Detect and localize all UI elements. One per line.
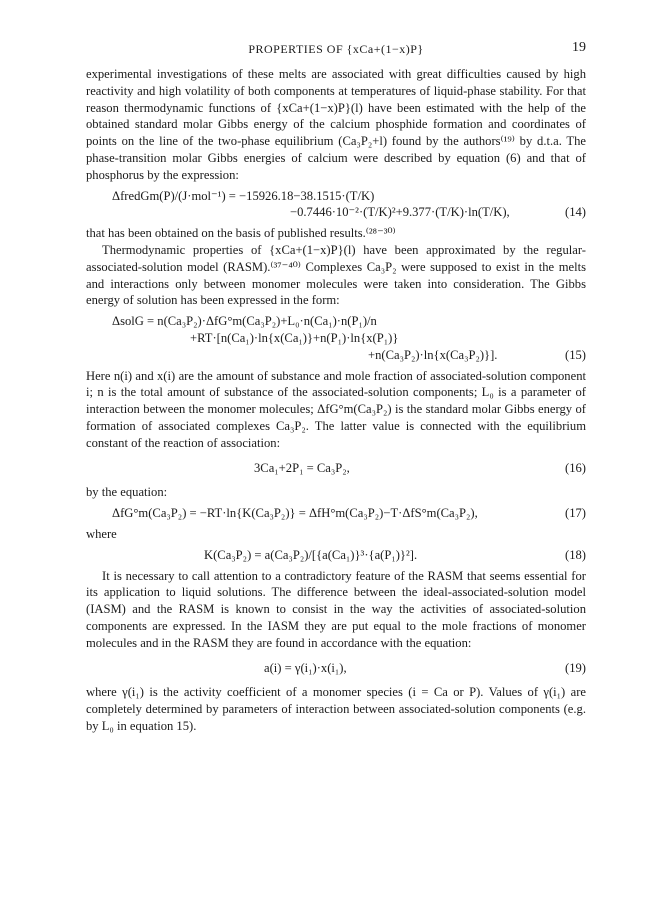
equation-text: +n(Ca₃P₂)·ln{x(Ca₃P₂)}]. <box>368 347 498 362</box>
equation-text: +RT·[n(Ca₁)·ln{x(Ca₁)}+n(P₁)·ln{x(P₁)} <box>190 330 399 345</box>
paragraph-by-equation: by the equation: <box>86 485 168 500</box>
equation-number: (16) <box>565 460 586 475</box>
paragraph-published: that has been obtained on the basis of published results.⁽²⁸⁻³⁰⁾ <box>86 226 396 241</box>
equation-number: (19) <box>565 660 586 675</box>
equation-19 <box>86 660 586 677</box>
paragraph-contradictory: It is necessary to call attention to a contradictory feature of the RASM that seems essential for its application to liquid solutions. The difference between the ideal-associated-solution model (IASM) and the RASM is known to consist in the way the activities of associated-solution components are expressed. In the IASM they are put equal to the mole fractions of monomer molecules and in the RASM they are found in accordance with the equation: <box>86 568 586 650</box>
equation-number: (17) <box>565 506 586 521</box>
equation-number: (18) <box>565 547 586 562</box>
equation-17 <box>86 505 586 522</box>
equation-text: ΔfG°m(Ca₃P₂) = −RT·ln{K(Ca₃P₂)} = ΔfH°m(Ca₃P₂)−T·ΔfS°m(Ca₃P₂), <box>112 506 478 521</box>
equation-15-line-2 <box>86 330 586 347</box>
page-header <box>86 40 586 60</box>
equation-text: −0.7446·10⁻²·(T/K)²+9.377·(T/K)·ln(T/K), <box>290 205 510 220</box>
equation-16 <box>86 460 586 477</box>
paragraph-rasm: Thermodynamic properties of {xCa+(1−x)P}(l) have been approximated by the regular-associated-solution model (RASM).⁽³⁷⁻⁴⁰⁾ Complexes Ca₃P₂ were supposed to exist in the melts and interactions only between monomer molecules were taken into consideration. The Gibbs energy of solution has been expressed in the form: <box>86 242 586 308</box>
equation-15-line-1 <box>86 313 586 330</box>
paragraph-activity: where γ(i₁) is the activity coefficient of a monomer species (i = Ca or P). Values of γ(i₁) are completely determined by parameters of interaction between associated-solution components (e.g. by L₀ in equation 15). <box>86 685 586 733</box>
equation-number: (14) <box>565 205 586 220</box>
paragraph-where: where <box>86 526 117 541</box>
paragraph-intro: experimental investigations of these melts are associated with great difficulties caused by high reactivity and high volatility of both components at temperatures of liquid-phase stability. For that reason thermodynamic functions of {xCa+(1−x)P}(l) have been estimated with the help of the obtained standard molar Gibbs energy of the calcium phosphide formation and coordinates of points on the line of the two-phase equilibrium (Ca₃P₂+l) found by the authors⁽¹⁹⁾ by d.t.a. The phase-transition molar Gibbs energies of calcium were described by equation (6) and that of phosphorus by the expression: <box>86 67 586 182</box>
running-title: PROPERTIES OF {xCa+(1−x)P} <box>248 42 424 56</box>
page-number: 19 <box>572 40 586 55</box>
article-body <box>86 66 586 735</box>
equation-14-line-1 <box>86 188 586 205</box>
paragraph-definitions: Here n(i) and x(i) are the amount of substance and mole fraction of associated-solution component i; n is the total amount of substance of the associated-solution components; L₀ is a parameter of interaction between the monomer molecules; ΔfG°m(Ca₃P₂) is the standard molar Gibbs energy of formation of associated complexes Ca₃P₂. The latter value is connected with the equilibrium constant of the reaction of association: <box>86 368 586 450</box>
equation-text: ΔsolG = n(Ca₃P₂)·ΔfG°m(Ca₃P₂)+L₀·n(Ca₁)·n(P₁)/n <box>112 314 377 329</box>
equation-18 <box>86 547 586 564</box>
equation-text: K(Ca₃P₂) = a(Ca₃P₂)/[{a(Ca₁)}³·{a(P₁)}²]. <box>204 547 418 562</box>
equation-text: 3Ca₁+2P₁ = Ca₃P₂, <box>254 460 350 475</box>
equation-15-line-3 <box>86 347 586 364</box>
equation-number: (15) <box>565 347 586 362</box>
equation-text: ΔfredGm(P)/(J·mol⁻¹) = −15926.18−38.1515·(T/K) <box>112 188 375 203</box>
equation-text: a(i) = γ(i₁)·x(i₁), <box>264 660 347 675</box>
equation-14-line-2 <box>86 204 586 221</box>
